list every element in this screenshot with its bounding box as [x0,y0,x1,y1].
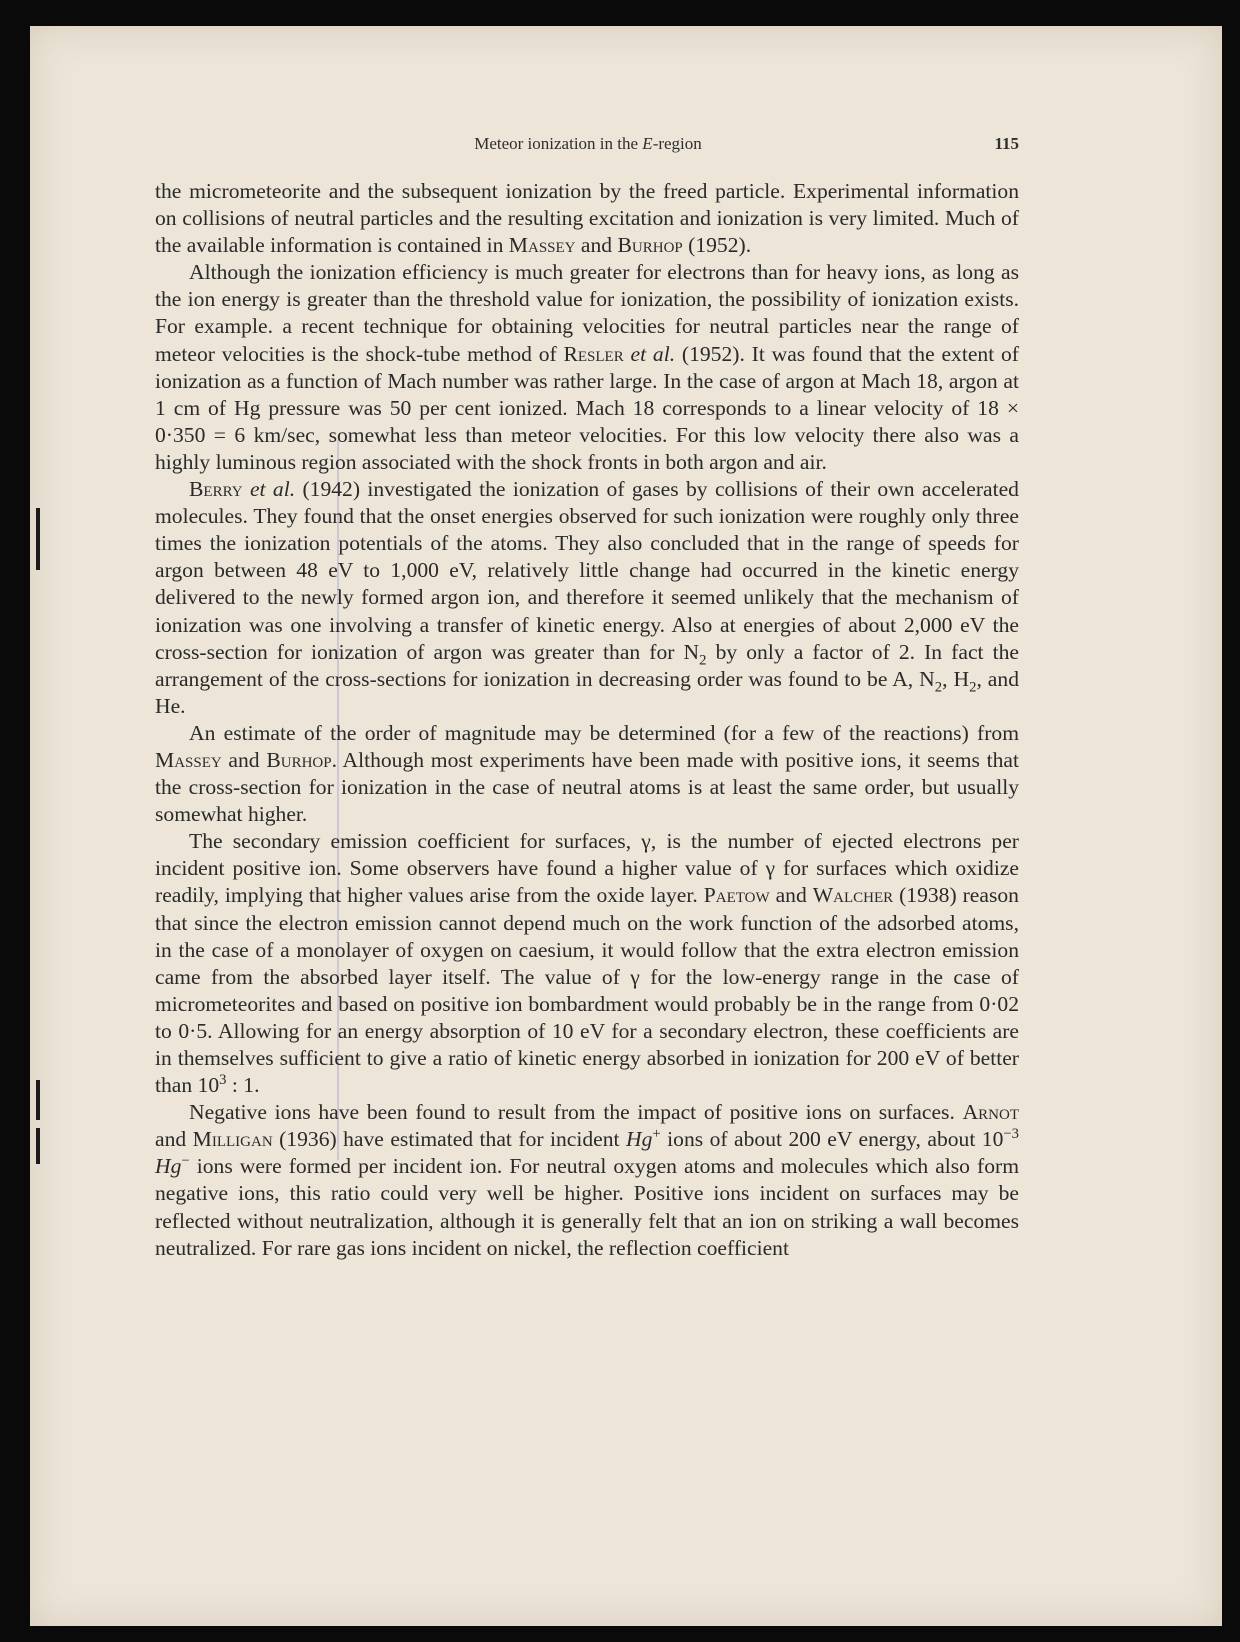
paragraph: Berry et al. (1942) investigated the ionization of gases by collisions of their own accelerated molecules. They found that the onset energies observed for such ionization were roughly only three times the ionization potentials of the atoms. They also concluded that in the range of speeds for argon between 48 eV to 1,000 eV, relatively little change had occurred in the kinetic energy delivered to the newly formed argon ion, and therefore it seemed unlikely that the mechanism of ionization was one involving a transfer of kinetic energy. Also at energies of about 2,000 eV the cross-section for ionization of argon was greater than for $N_2$ by only a factor of 2. In fact the arrangement of the cross-sections for ionization in decreasing order was found to be A, $N_2$, $H_2$, and He. [155,477,1019,718]
paragraph: An estimate of the order of magnitude may be determined (for a few of the reactions) from Massey and Burhop. Although most experiments have been made with positive ions, it seems that the cross-section for ionization in the case of neutral atoms is at least the same order, but usually somewhat higher. [155,720,1019,827]
paragraph: Although the ionization efficiency is much greater for electrons than for heavy ions, as long as the ion energy is greater than the threshold value for ionization, the possibility of ionization exists. For example. a recent technique for obtaining velocities for neutral particles near the range of meteor velocities is the shock-tube method of Resler et al. (1952). It was found that the extent of ionization as a function of Mach number was rather large. In the case of argon at Mach 18, argon at 1 cm of Hg pressure was 50 per cent ionized. Mach 18 corresponds to a linear velocity of 18 × 0·350 = 6 km/sec, somewhat less than meteor velocities. For this low velocity there also was a highly luminous region associated with the shock fronts in both argon and air. [155,260,1019,474]
margin-mark [36,1128,40,1164]
running-title: Meteor ionization in the E-region [474,134,702,153]
scan-border [0,1626,1240,1642]
paragraph: Negative ions have been found to result from the impact of positive ions on surfaces. Arnot and Milligan (1936) have estimated that for incident Hg+ ions of about 200 eV energy, about $10^{-3}$ Hg− ions were formed per incident ion. For neutral oxygen atoms and molecules which also form negative ions, this ratio could very well be higher. Positive ions incident on surfaces may be reflected without neutralization, although it is generally felt that an ion on striking a wall becomes neutralized. For rare gas ions incident on nickel, the reflection coefficient [155,1100,1019,1260]
paragraph: the micrometeorite and the subsequent ionization by the freed particle. Experimental information on collisions of neutral particles and the resulting excitation and ionization is very limited. Much of the available information is contained in Massey and Burhop (1952). [155,179,1019,258]
margin-mark [36,1080,40,1120]
running-header [157,134,1019,160]
margin-mark [36,508,40,570]
page-number: 115 [994,134,1019,153]
paragraph: The secondary emission coefficient for surfaces, γ, is the number of ejected electrons per incident positive ion. Some observers have found a higher value of γ for surfaces which oxidize readily, implying that higher values arise from the oxide layer. Paetow and Walcher (1938) reason that since the electron emission cannot depend much on the work function of the adsorbed atoms, in the case of a monolayer of oxygen on caesium, it would follow that the extra electron emission came from the absorbed layer itself. The value of γ for the low-energy range in the case of micrometeorites and based on positive ion bombardment would probably be in the range from 0·02 to 0·5. Allowing for an energy absorption of 10 eV for a secondary electron, these coefficients are in themselves sufficient to give a ratio of kinetic energy absorbed in ionization for 200 eV of better than $10^3$ : 1. [155,829,1019,1098]
body-text [155,178,1019,1262]
